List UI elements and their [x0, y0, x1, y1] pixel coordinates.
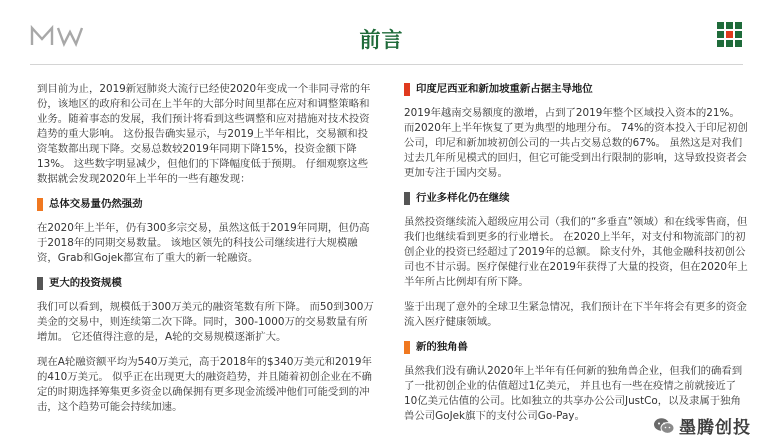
section-title: 行业多样化仍在继续 — [416, 192, 510, 204]
section-paragraph: 虽然我们没有确认2020年上半年有任何新的独角兽企业，但我们的确看到了一批初创企业的估值超过1亿美元， 并且也有一些在疫情之前就接近了10亿美元估值的公司。比如独立的共享办公公司JustCo，以及隶属于独角兽公司GoJek旗下的支付公司Go-Pay。 — [404, 365, 743, 422]
section-paragraph: 我们可以看到，规模低于300万美元的融资笔数有所下降。 而50到300万美金的交易中，则连续第二次下降。同时，300-1000万的交易数量有所增加。 它还值得注意的是，A轮的交易规模逐渐扩大。 — [37, 301, 374, 343]
section-marker-icon — [404, 83, 410, 96]
section-title: 更大的投资规模 — [49, 277, 122, 289]
section-title: 新的独角兽 — [416, 341, 468, 353]
wechat-watermark — [649, 411, 755, 440]
intro-paragraph: 到目前为止，2019新冠肺炎大流行已经使2020年变成一个非同寻常的年份，该地区的政府和公司在上半年的大部分时间里都在应对和调整策略和业务。随着事态的发展，我们预计将看到这些调整和应对措施对技术投资趋势的重大影响。 这份报告确实显示，与2019上半年相比，交易额和投资笔数都出现下降。交易总数较2019年同期下降15%，投资金额下降13%。 这些数字明显减少，但他们的下降幅度低于预期。 仔细观察这些数据就会发现2020年上半年的一些有趣发现： — [37, 83, 371, 185]
section-paragraph: 鉴于出现了意外的全球卫生紧急情况，我们预计在下半年将会有更多的资金流入医疗健康领域。 — [404, 301, 747, 328]
section-marker-icon — [37, 198, 43, 211]
header-divider — [30, 64, 743, 65]
section-title: 印度尼西亚和新加坡重新占据主导地位 — [416, 83, 593, 95]
section-paragraph: 虽然投资继续流入超级应用公司（我们的“多垂直”领域）和在线零售商，但我们也继续看到更多的行业增长。 在2020上半年，对支付和物流部门的初创企业的投资已经超过了2019年的总额。 除支付外，其他金融科技初创公司也不甘示弱。医疗保健行业在2019年获得了大量的投资，但在2020年上半年所占比例却有所下降。 — [404, 216, 748, 288]
section-title: 总体交易量仍然强劲 — [49, 198, 143, 210]
page-title: 前言 — [359, 28, 404, 52]
section-heading-volume — [37, 197, 377, 212]
right-column — [404, 82, 748, 434]
section-marker-icon — [37, 277, 43, 290]
watermark-text: 墨腾创投 — [679, 418, 751, 438]
wechat-icon — [653, 417, 675, 435]
section-marker-icon — [404, 192, 410, 205]
section-marker-icon — [404, 341, 410, 354]
section-heading-industry — [404, 191, 748, 206]
section-heading-geography — [404, 82, 748, 97]
section-paragraph: 现在A轮融资额平均为540万美元，高于2018年的$340万美元和2019年的410万美元。 似乎正在出现更大的融资趋势，并且随着初创企业在不确定的时期选择筹集更多资金以确保拥有更多现金流缓冲他们可能受到的冲击，这个趋势可能会持续加速。 — [37, 356, 372, 413]
section-heading-deal-size — [37, 276, 377, 291]
left-column — [37, 82, 377, 425]
section-paragraph: 2019年越南交易额度的激增，占到了2019年整个区域投入资本的21%。 而2020年上半年恢复了更为典型的地理分布。 74%的资本投入于印尼初创公司，印尼和新加坡初创公司的一共占交易总数的67%。 虽然这是对我们过去几年所见模式的回归，但它可能受到出行限制的影响，这导致投资者会更加专注于国内交易。 — [404, 107, 748, 179]
section-heading-unicorn — [404, 340, 748, 355]
section-paragraph: 在2020年上半年，仍有300多宗交易，虽然这低于2019年同期，但仍高于2018年的同期交易数量。 该地区领先的科技公司继续进行大规模融资，Grab和Gojek都宣布了重大的新一轮融资。 — [37, 222, 370, 264]
grid-logo — [717, 22, 743, 48]
